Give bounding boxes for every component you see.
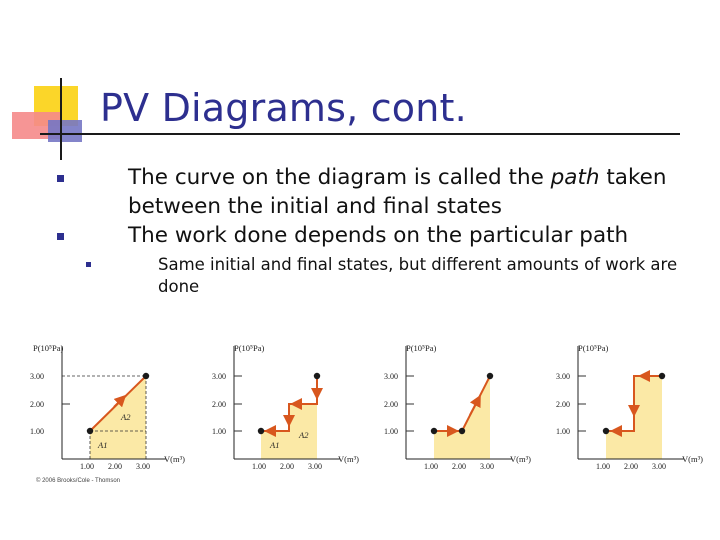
bullet-text: The curve on the diagram is called the: [128, 165, 551, 190]
y-tick-label: 1.00: [384, 427, 398, 436]
sub-bullet-text: Same initial and final states, but different amounts of work are done: [158, 255, 678, 296]
y-axis-label: P(10⁵Pa): [234, 343, 265, 353]
decor-blue-square: [48, 120, 82, 142]
area-label: A1: [270, 440, 280, 450]
title-underline: [40, 133, 680, 135]
bullet-marker: [57, 233, 64, 240]
x-tick-label: 3.00: [480, 462, 494, 471]
x-tick-label: 2.00: [108, 462, 122, 471]
pv-diagrams-figure: [28, 336, 718, 488]
shaded-area-c: [434, 376, 490, 459]
bullet-item: [56, 163, 706, 221]
shaded-area-d: [606, 431, 634, 459]
x-tick-label: 2.00: [452, 462, 466, 471]
x-tick-label: 1.00: [424, 462, 438, 471]
decor-vertical-line: [60, 78, 62, 160]
y-tick-label: 2.00: [30, 400, 44, 409]
y-tick-label: 2.00: [384, 400, 398, 409]
x-tick-label: 1.00: [80, 462, 94, 471]
x-axis-label: V(m³): [510, 454, 531, 464]
state-point: [459, 428, 465, 434]
state-point: [143, 373, 149, 379]
area-label: A1: [98, 440, 108, 450]
x-tick-label: 3.00: [652, 462, 666, 471]
sub-bullet-marker: [86, 262, 91, 267]
pv-diagram-b: [212, 343, 359, 471]
copyright-credit: © 2006 Brooks/Cole - Thomson: [36, 478, 121, 484]
x-tick-label: 3.00: [308, 462, 322, 471]
y-tick-label: 2.00: [212, 400, 226, 409]
state-point: [87, 428, 93, 434]
state-point: [258, 428, 264, 434]
sub-bullet-item: [56, 254, 706, 298]
state-point: [314, 373, 320, 379]
x-tick-label: 1.00: [252, 462, 266, 471]
area-label: A2: [121, 412, 131, 422]
bullet-text: The work done depends on the particular path: [128, 223, 629, 248]
bullet-marker: [57, 175, 64, 182]
y-tick-label: 2.00: [556, 400, 570, 409]
pv-diagram-a: [30, 343, 185, 471]
y-tick-label: 3.00: [30, 372, 44, 381]
x-axis-label: V(m³): [164, 454, 185, 464]
pv-diagram-c: [384, 343, 531, 471]
x-tick-label: 2.00: [624, 462, 638, 471]
state-point: [431, 428, 437, 434]
y-tick-label: 3.00: [384, 372, 398, 381]
x-tick-label: 1.00: [596, 462, 610, 471]
bullet-item: [56, 221, 706, 250]
y-tick-label: 3.00: [212, 372, 226, 381]
x-axis-label: V(m³): [338, 454, 359, 464]
y-axis-label: P(10⁵Pa): [578, 343, 609, 353]
pv-diagram-d: [556, 343, 703, 471]
x-axis-label: V(m³): [682, 454, 703, 464]
x-tick-label: 3.00: [136, 462, 150, 471]
area-label: A2: [299, 430, 309, 440]
slide-title: PV Diagrams, cont.: [100, 86, 467, 130]
bullet-text-continued: taken between the initial and final states: [128, 165, 667, 219]
y-axis-label: P(10⁵Pa): [406, 343, 437, 353]
y-tick-label: 3.00: [556, 372, 570, 381]
y-axis-label: P(10⁵Pa): [33, 343, 64, 353]
y-tick-label: 1.00: [212, 427, 226, 436]
x-tick-label: 2.00: [280, 462, 294, 471]
bullet-list: [56, 163, 706, 298]
state-point: [659, 373, 665, 379]
y-tick-label: 1.00: [556, 427, 570, 436]
state-point: [487, 373, 493, 379]
state-point: [603, 428, 609, 434]
bullet-emphasis: path: [550, 165, 600, 190]
y-tick-label: 1.00: [30, 427, 44, 436]
